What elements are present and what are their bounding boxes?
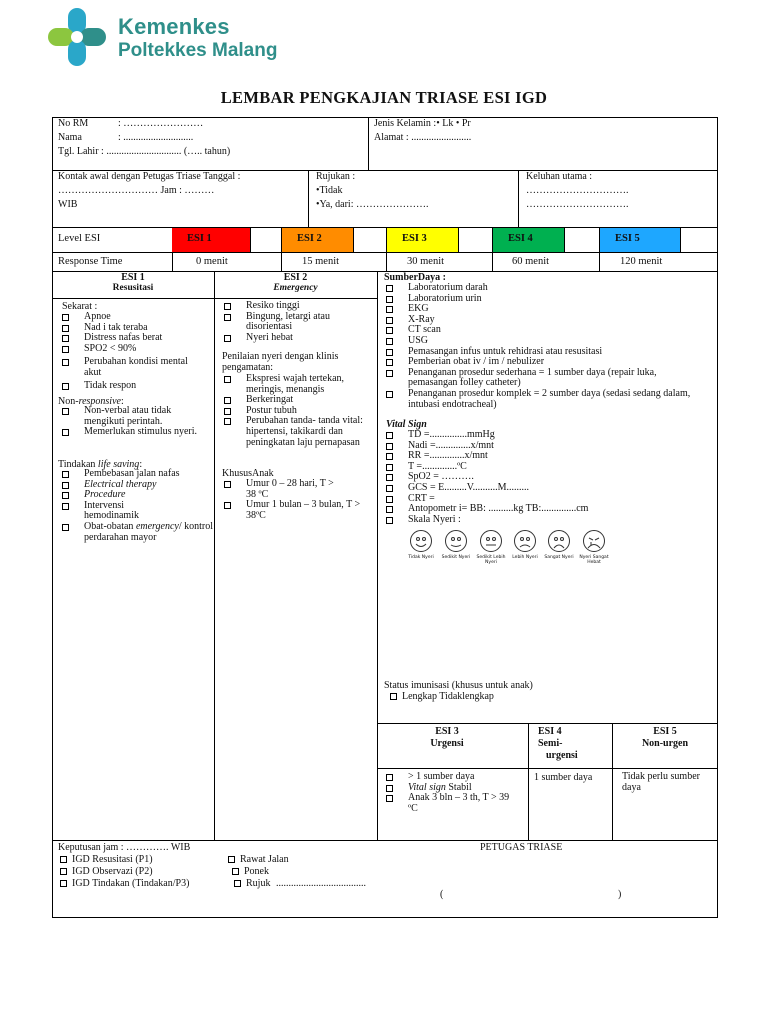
checkbox-icon[interactable]: [386, 359, 393, 366]
non-responsive-label: Non-responsive:: [58, 396, 124, 407]
tindakan-item[interactable]: Procedure: [62, 490, 208, 501]
checkbox-icon[interactable]: [224, 376, 231, 383]
kontak-jam-field[interactable]: ………………………… Jam : ………: [58, 185, 215, 196]
signature-close: ): [618, 889, 622, 900]
face-features-icon: [410, 530, 606, 554]
logo-subtitle: Poltekkes Malang: [118, 40, 278, 61]
checkbox-icon[interactable]: [386, 506, 393, 513]
sumber-daya-title: SumberDaya :: [384, 272, 446, 283]
esi2-item[interactable]: Resiko tinggi: [224, 301, 372, 312]
checkbox-icon[interactable]: [62, 482, 69, 489]
rujukan-tidak-option[interactable]: •Tidak: [316, 185, 343, 196]
checkbox-icon[interactable]: [62, 325, 69, 332]
esi-1-cell[interactable]: ESI 1: [172, 228, 250, 252]
sumber-daya-item[interactable]: Penanganan prosedur sederhana = 1 sumber daya (repair luka, pemasangan folley catheter): [386, 368, 702, 389]
bottom-esi3-item[interactable]: > 1 sumber daya: [386, 772, 524, 783]
checkbox-icon[interactable]: [228, 856, 235, 863]
tindakan-item[interactable]: Electrical therapy: [62, 480, 208, 491]
sekarat-item[interactable]: Distress nafas berat: [62, 333, 206, 344]
tindakan-item[interactable]: Obat-obatan emergency/ kontrol perdarahan mayor: [62, 522, 208, 543]
khusus-anak-list: [224, 479, 374, 521]
bottom-esi4-text: 1 sumber daya: [534, 772, 593, 783]
tindakan-list: [62, 468, 214, 543]
esi-4-cell[interactable]: ESI 4: [493, 228, 564, 252]
face-label: Tidak Nyeri: [408, 555, 434, 560]
option-rawat-jalan[interactable]: Rawat Jalan: [228, 854, 289, 865]
checkbox-icon[interactable]: [62, 471, 69, 478]
checkbox-icon[interactable]: [386, 349, 393, 356]
non-responsive-item[interactable]: Memerlukan stimulus nyeri.: [62, 427, 208, 438]
kemenkes-logo-icon: [46, 6, 108, 68]
sumber-daya-item[interactable]: EKG: [386, 304, 702, 315]
checkbox-icon[interactable]: [60, 856, 67, 863]
checkbox-icon[interactable]: [386, 485, 393, 492]
vital-sign-list: [386, 430, 702, 525]
esi2-item[interactable]: Bingung, letargi atau disorientasi: [224, 312, 372, 333]
vital-sign-item[interactable]: SpO2 = ……….: [386, 472, 702, 483]
esi2-item[interactable]: Nyeri hebat: [224, 333, 372, 344]
response-time-esi-3: 30 menit: [407, 256, 445, 267]
checkbox-icon[interactable]: [234, 880, 241, 887]
nyeri-item[interactable]: Berkeringat: [224, 395, 374, 406]
esi1-subtitle: Resusitasi: [112, 283, 154, 293]
checkbox-icon[interactable]: [386, 517, 393, 524]
checkbox-icon[interactable]: [386, 296, 393, 303]
bottom-esi3-list: [386, 772, 524, 814]
alamat-field[interactable]: Alamat : ........................: [374, 132, 472, 143]
checkbox-icon[interactable]: [386, 327, 393, 334]
khusus-anak-label: KhususAnak: [222, 468, 274, 479]
sumber-daya-item[interactable]: X-Ray: [386, 315, 702, 326]
checkbox-icon[interactable]: [386, 443, 393, 450]
option-ponek[interactable]: Ponek: [232, 866, 269, 877]
bottom-esi4-title: ESI 4: [538, 726, 562, 737]
sumber-daya-item[interactable]: Laboratorium darah: [386, 283, 702, 294]
option-igd-tindakan[interactable]: IGD Tindakan (Tindakan/P3): [60, 878, 189, 889]
signature-open: (: [440, 889, 444, 900]
esi2-subtitle: Emergency: [273, 283, 318, 293]
tgl-lahir-field[interactable]: Tgl. Lahir : .............................. (….. tahun): [58, 146, 231, 157]
tindakan-label: Tindakan life saving:: [58, 459, 143, 470]
sekarat-item[interactable]: Apnoe: [62, 312, 206, 323]
esi-2-cell[interactable]: ESI 2: [282, 228, 353, 252]
esi2-title: ESI 2: [283, 272, 308, 283]
checkbox-icon[interactable]: [224, 397, 231, 404]
face-label: Sangat Nyeri: [544, 555, 574, 560]
rujukan-label: Rujukan :: [316, 171, 356, 182]
non-responsive-item[interactable]: Non-verbal atau tidak mengikuti perintah.: [62, 406, 208, 427]
jenis-kelamin-field[interactable]: Jenis Kelamin :• Lk • Pr: [374, 118, 471, 129]
checkbox-icon[interactable]: [386, 453, 393, 460]
sumber-daya-list: [386, 283, 702, 410]
bottom-esi4-subtitle-2: urgensi: [546, 750, 578, 761]
checkbox-icon[interactable]: [60, 868, 67, 875]
checkbox-icon[interactable]: [386, 432, 393, 439]
checkbox-icon[interactable]: [386, 391, 393, 398]
esi1-title: ESI 1: [121, 272, 145, 283]
rujuk-field[interactable]: ....................................: [276, 878, 366, 889]
bottom-esi5-title: ESI 5: [653, 726, 677, 737]
document-title: LEMBAR PENGKAJIAN TRIASE ESI IGD: [220, 88, 548, 107]
checkbox-icon[interactable]: [386, 795, 393, 802]
checkbox-icon[interactable]: [386, 785, 393, 792]
khusus-anak-item[interactable]: Umur 0 – 28 hari, T > 38 ºC: [224, 479, 374, 500]
bottom-esi5-subtitle: Non-urgen: [641, 738, 689, 749]
sumber-daya-item[interactable]: Penanganan prosedur komplek = 2 sumber daya (sedasi sedang dalam, intubasi endotracheal): [386, 389, 702, 410]
checkbox-icon[interactable]: [232, 868, 239, 875]
checkbox-icon[interactable]: [386, 285, 393, 292]
vital-sign-item[interactable]: TD =...............mmHg: [386, 430, 702, 441]
checkbox-icon[interactable]: [62, 429, 69, 436]
checkbox-icon[interactable]: [62, 492, 69, 499]
response-time-esi-2: 15 menit: [302, 256, 340, 267]
tindakan-item[interactable]: Pembebasan jalan nafas: [62, 469, 208, 480]
checkbox-icon[interactable]: [386, 306, 393, 313]
nyeri-item[interactable]: Perubahan tanda- tanda vital: hipertensi, takikardi dan peningkatan laju pernapasan: [224, 416, 374, 448]
sekarat-item[interactable]: Perubahan kondisi mental akut: [62, 357, 206, 378]
option-rujuk[interactable]: Rujuk: [234, 878, 270, 889]
checkbox-icon[interactable]: [390, 693, 397, 700]
sumber-daya-item[interactable]: Laboratorium urin: [386, 294, 702, 305]
checkbox-icon[interactable]: [224, 303, 231, 310]
petugas-triase-label: PETUGAS TRIASE: [480, 842, 563, 853]
imunisasi-title: Status imunisasi (khusus untuk anak): [384, 680, 533, 691]
esi-5-cell[interactable]: ESI 5: [600, 228, 680, 252]
bottom-esi3-subtitle: Urgensi: [430, 738, 464, 749]
face-label: Sedikit Nyeri: [441, 555, 471, 560]
checkbox-icon[interactable]: [224, 314, 231, 321]
no-rm-label: No RM: [58, 118, 89, 129]
vital-sign-item[interactable]: CRT =: [386, 494, 702, 505]
checkbox-icon[interactable]: [386, 370, 393, 377]
checkbox-icon[interactable]: [62, 335, 69, 342]
checkbox-icon[interactable]: [62, 346, 69, 353]
checkbox-icon[interactable]: [224, 502, 231, 509]
sumber-daya-item[interactable]: Pemberian obat iv / im / nebulizer: [386, 357, 702, 368]
bottom-esi4-subtitle: Semi-: [538, 738, 563, 749]
nama-label: Nama: [58, 132, 82, 143]
sumber-daya-item[interactable]: Pemasangan infus untuk rehidrasi atau resusitasi: [386, 347, 702, 358]
checkbox-icon[interactable]: [62, 408, 69, 415]
checkbox-icon[interactable]: [224, 418, 231, 425]
sekarat-list: [62, 312, 206, 391]
tindakan-item[interactable]: Intervensi hemodinamik: [62, 501, 208, 522]
checkbox-icon[interactable]: [60, 880, 67, 887]
option-igd-resusitasi[interactable]: IGD Resusitasi (P1): [60, 854, 153, 865]
sekarat-item[interactable]: Tidak respon: [62, 381, 206, 392]
checkbox-icon[interactable]: [62, 524, 69, 531]
bottom-esi3-title: ESI 3: [435, 726, 459, 737]
response-time-label: Response Time: [58, 256, 123, 267]
sekarat-item[interactable]: Nad i tak teraba: [62, 323, 206, 334]
face-label: Sedikit Lebih Nyeri: [476, 555, 506, 565]
vital-sign-item[interactable]: Antopometr i= BB: ..........kg TB:..............cm: [386, 504, 702, 515]
kontak-awal-label: Kontak awal dengan Petugas Triase Tanggal :: [58, 171, 241, 182]
checkbox-icon[interactable]: [224, 335, 231, 342]
option-igd-observasi[interactable]: IGD Observazi (P2): [60, 866, 153, 877]
response-time-esi-1: 0 menit: [196, 256, 228, 267]
response-time-esi-5: 120 menit: [620, 256, 663, 267]
non-responsive-list: [62, 406, 208, 438]
vital-sign-item[interactable]: RR =..............x/mnt: [386, 451, 702, 462]
sumber-daya-item[interactable]: USG: [386, 336, 702, 347]
level-esi-label: Level ESI: [58, 233, 101, 244]
nama-field[interactable]: : ............................: [118, 132, 194, 143]
checkbox-icon[interactable]: [386, 338, 393, 345]
checkbox-icon[interactable]: [62, 359, 69, 366]
vital-sign-title: Vital Sign: [386, 419, 427, 430]
nyeri-intro: Penilaian nyeri dengan klinis pengamatan:: [222, 351, 339, 373]
keputusan-jam-field[interactable]: Keputusan jam : …………. WIB: [58, 842, 191, 853]
vital-sign-item[interactable]: GCS = E.........V..........M.........: [386, 483, 702, 494]
response-time-esi-4: 60 menit: [512, 256, 550, 267]
face-label: Nyeri Sangat Hebat: [579, 555, 609, 565]
vital-sign-item[interactable]: Nadi =..............x/mnt: [386, 441, 702, 452]
nyeri-item[interactable]: Ekspresi wajah tertekan, meringis, menangis: [224, 374, 374, 395]
sumber-daya-item[interactable]: CT scan: [386, 325, 702, 336]
checkbox-icon[interactable]: [386, 474, 393, 481]
keluhan-field-2[interactable]: ………………………….: [526, 199, 629, 210]
bottom-esi5-text: Tidak perlu sumber daya: [622, 771, 700, 793]
nyeri-list: [224, 374, 374, 448]
checkbox-icon[interactable]: [224, 408, 231, 415]
checkbox-icon[interactable]: [386, 496, 393, 503]
checkbox-icon[interactable]: [62, 314, 69, 321]
checkbox-icon[interactable]: [386, 317, 393, 324]
sekarat-item[interactable]: SPO2 < 90%: [62, 344, 206, 355]
nyeri-item[interactable]: Postur tubuh: [224, 406, 374, 417]
keluhan-field-1[interactable]: ………………………….: [526, 185, 629, 196]
imunisasi-options[interactable]: Lengkap Tidaklengkap: [390, 691, 494, 702]
vital-sign-item[interactable]: T =..............ºC: [386, 462, 702, 473]
checkbox-icon[interactable]: [386, 774, 393, 781]
esi2-list: [224, 301, 372, 343]
logo-title: Kemenkes: [118, 14, 230, 39]
face-label: Lebih Nyeri: [512, 555, 538, 560]
bottom-esi3-item[interactable]: Vital sign Stabil: [386, 783, 524, 794]
keluhan-label: Keluhan utama :: [526, 171, 593, 182]
response-time-row: [52, 252, 718, 272]
checkbox-icon[interactable]: [62, 383, 69, 390]
rujukan-ya-option[interactable]: •Ya, dari: ………………….: [316, 199, 429, 210]
checkbox-icon[interactable]: [224, 481, 231, 488]
esi-3-cell[interactable]: ESI 3: [387, 228, 458, 252]
checkbox-icon[interactable]: [386, 464, 393, 471]
bottom-esi3-item[interactable]: Anak 3 bln – 3 th, T > 39 ºC: [386, 793, 524, 814]
checkbox-icon[interactable]: [62, 503, 69, 510]
no-rm-field[interactable]: : ……………………: [118, 118, 204, 129]
vital-sign-item[interactable]: Skala Nyeri :: [386, 515, 702, 526]
khusus-anak-item[interactable]: Umur 1 bulan – 3 bulan, T > 38ºC: [224, 500, 374, 521]
sekarat-label: Sekarat :: [62, 301, 98, 312]
kontak-wib: WIB: [58, 199, 78, 210]
